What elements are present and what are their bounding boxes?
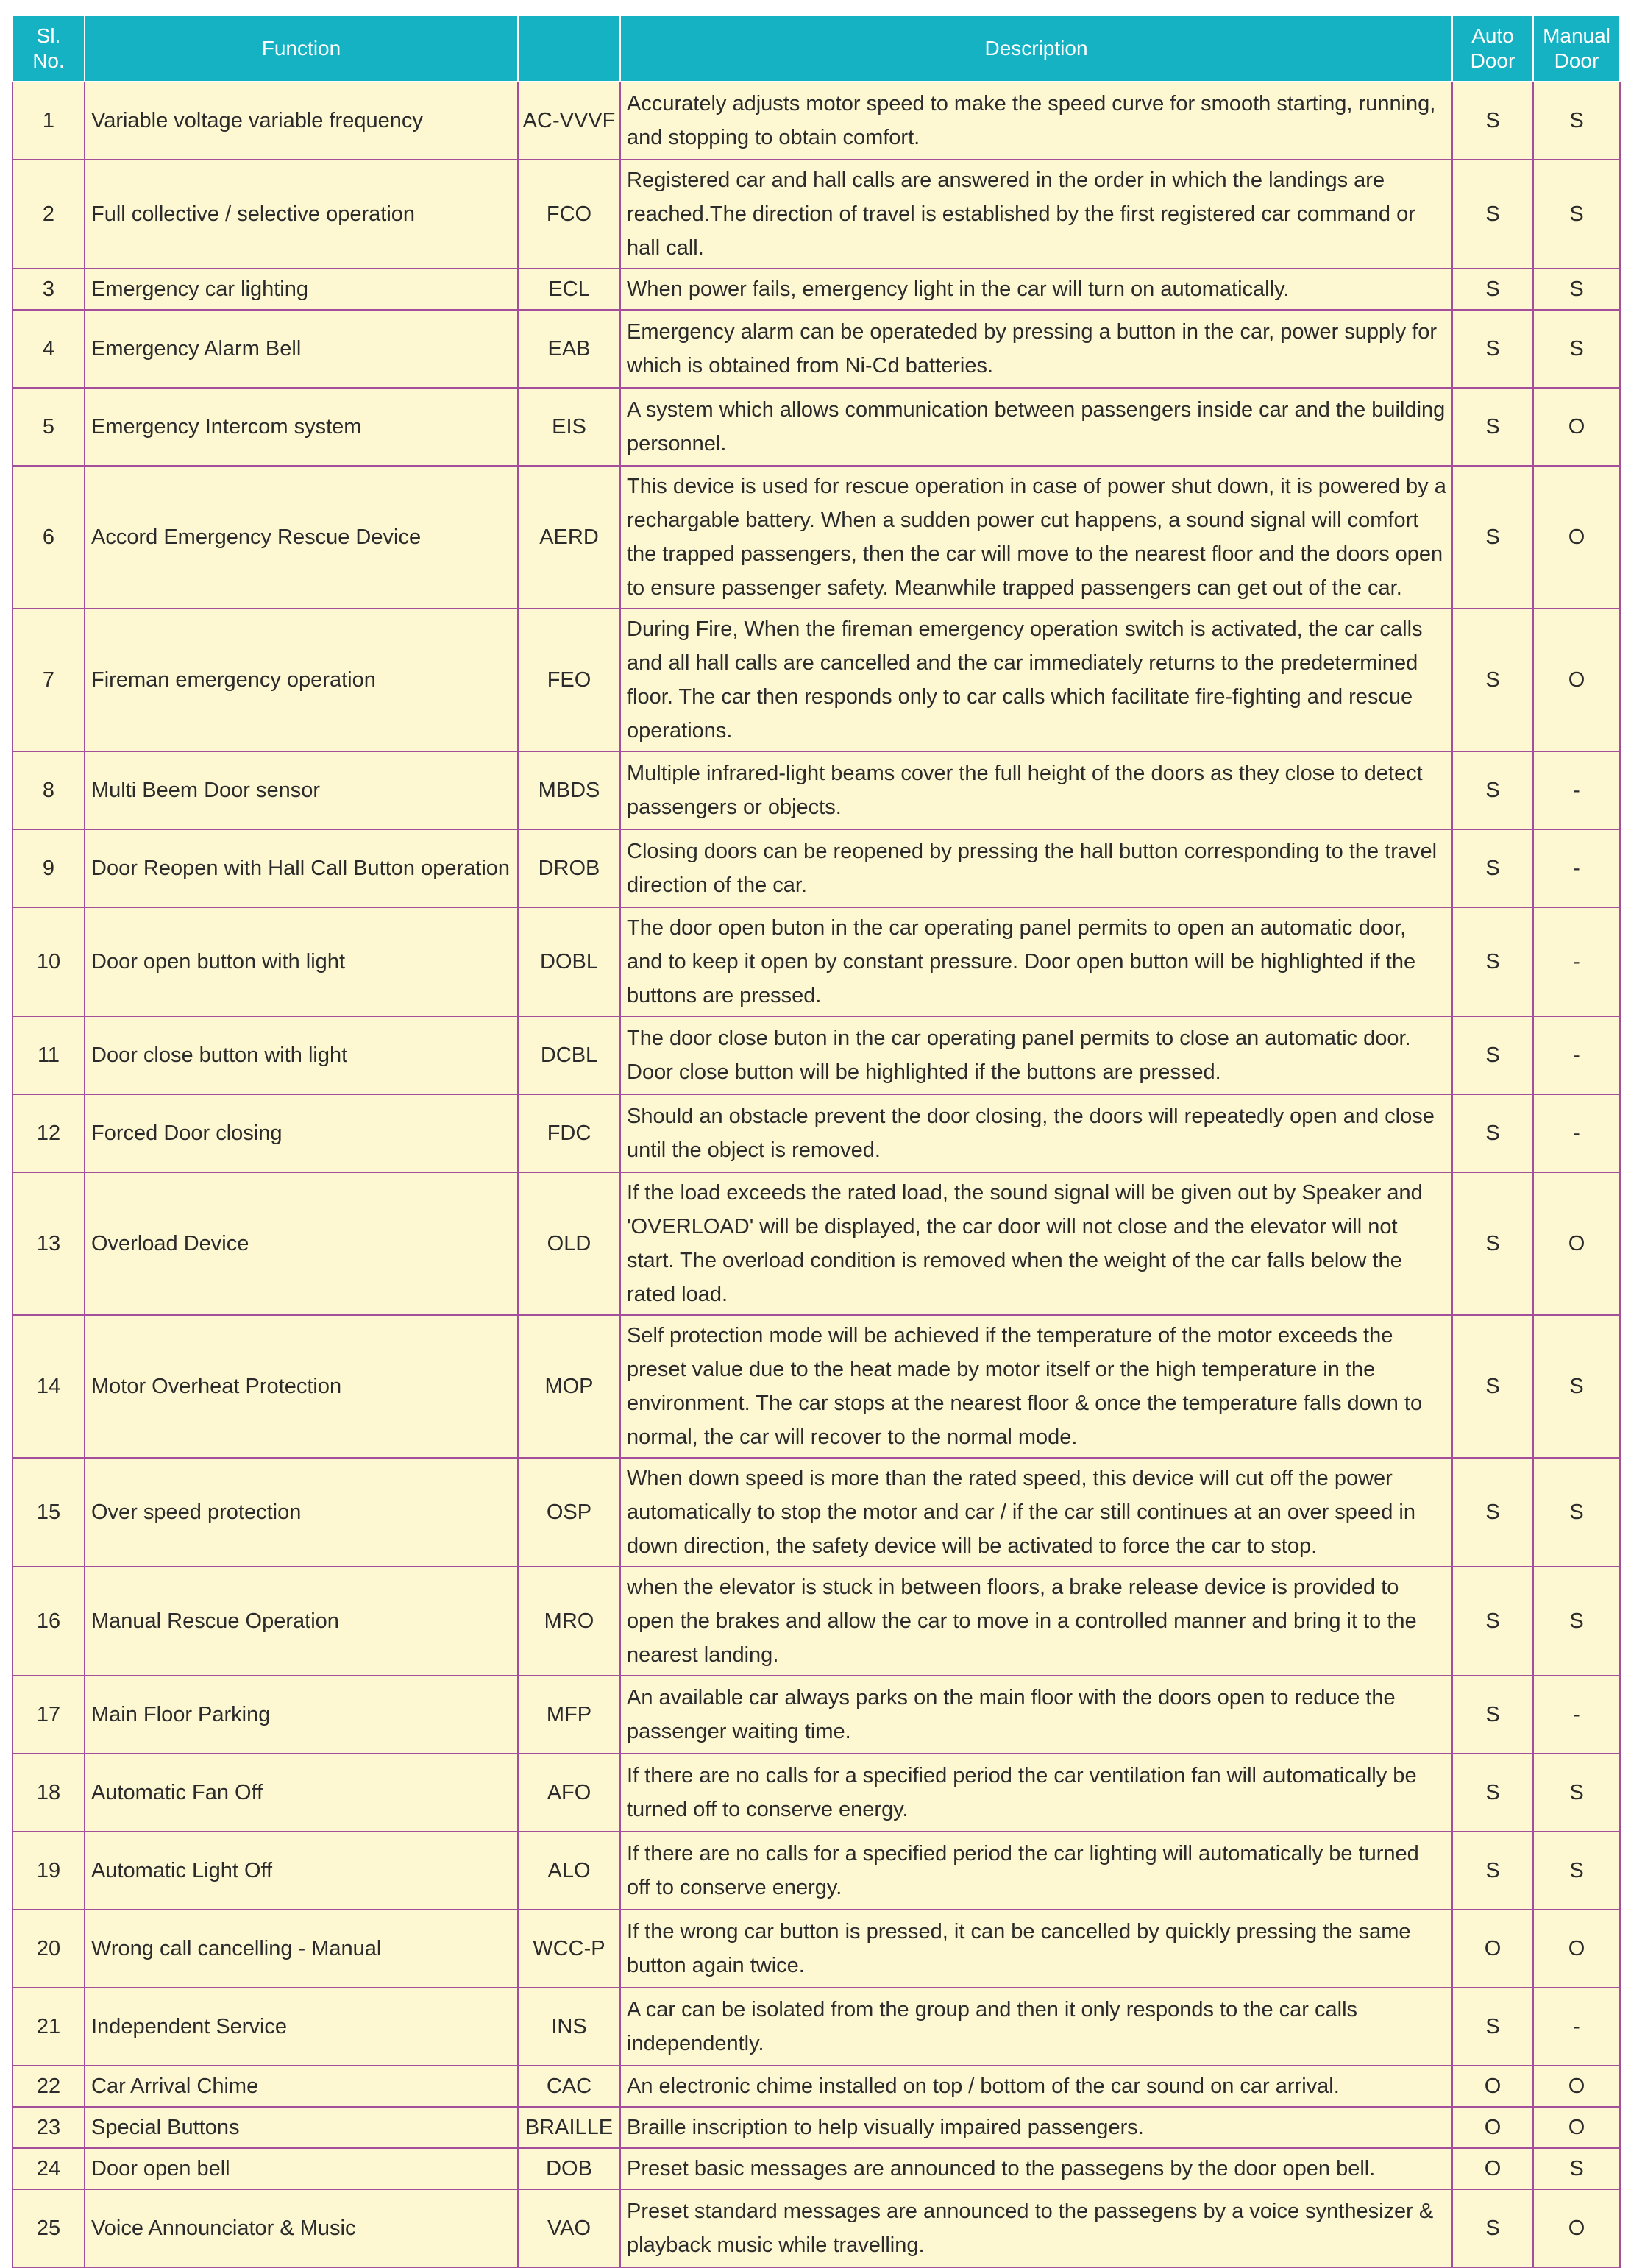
cell-description: A system which allows communication between passengers inside car and the building personnel. [620,388,1452,466]
cell-manual-door: S [1533,1458,1620,1567]
header-function: Function [85,15,518,82]
cell-auto-door: S [1452,907,1533,1016]
header-auto-door [1452,15,1533,82]
cell-function: Door Reopen with Hall Call Button operation [85,829,518,907]
cell-code: EIS [518,388,620,466]
table-row [13,310,1620,388]
cell-auto-door: S [1452,1016,1533,1094]
cell-description: The door close buton in the car operating panel permits to close an automatic door. Door close button will be highlighted if the buttons are pressed. [620,1016,1452,1094]
cell-sl-no: 15 [13,1458,85,1567]
cell-auto-door: S [1452,388,1533,466]
cell-sl-no: 23 [13,2107,85,2148]
cell-manual-door: S [1533,310,1620,388]
cell-code: FEO [518,609,620,751]
header-code [518,15,620,82]
cell-description: During Fire, When the fireman emergency operation switch is activated, the car calls and all hall calls are cancelled and the car immediately returns to the predetermined floor. The car then responds only to car calls which facilitate fire-fighting and rescue operations. [620,609,1452,751]
cell-sl-no: 14 [13,1315,85,1458]
cell-sl-no: 19 [13,1832,85,1910]
cell-code: WCC-P [518,1910,620,1988]
cell-auto-door: S [1452,82,1533,160]
cell-description: If the load exceeds the rated load, the sound signal will be given out by Speaker and 'OVERLOAD' will be displayed, the car door will not close and the elevator will not start. The overload condition is removed when the weight of the car falls below the rated load. [620,1172,1452,1315]
cell-description: when the elevator is stuck in between floors, a brake release device is provided to open the brakes and allow the car to move in a controlled manner and bring it to the nearest landing. [620,1567,1452,1676]
cell-manual-door: O [1533,2189,1620,2267]
cell-description: Emergency alarm can be operateded by pressing a button in the car, power supply for which is obtained from Ni-Cd batteries. [620,310,1452,388]
table-row [13,1315,1620,1458]
cell-code: AFO [518,1754,620,1832]
cell-manual-door: S [1533,2148,1620,2189]
cell-function: Wrong call cancelling - Manual [85,1910,518,1988]
cell-function: Voice Announciator & Music [85,2189,518,2267]
cell-sl-no: 8 [13,751,85,829]
cell-code: DROB [518,829,620,907]
cell-sl-no: 5 [13,388,85,466]
cell-manual-door: S [1533,269,1620,310]
cell-function: Emergency Alarm Bell [85,310,518,388]
cell-manual-door: S [1533,82,1620,160]
cell-sl-no: 13 [13,1172,85,1315]
cell-function: Manual Rescue Operation [85,1567,518,1676]
table-body [13,82,1620,2267]
cell-manual-door: S [1533,1832,1620,1910]
table-row [13,751,1620,829]
cell-function: Automatic Fan Off [85,1754,518,1832]
cell-code: AERD [518,466,620,609]
cell-manual-door: O [1533,1910,1620,1988]
cell-function: Variable voltage variable frequency [85,82,518,160]
cell-description: Self protection mode will be achieved if the temperature of the motor exceeds the preset value due to the heat made by motor itself or the high temperature in the environment. The car stops at the nearest floor & once the temperature falls down to normal, the car will recover to the normal mode. [620,1315,1452,1458]
cell-auto-door: S [1452,2189,1533,2267]
table-row [13,82,1620,160]
cell-description: Closing doors can be reopened by pressing the hall button corresponding to the travel direction of the car. [620,829,1452,907]
table-row [13,907,1620,1016]
cell-description: When power fails, emergency light in the car will turn on automatically. [620,269,1452,310]
cell-description: Should an obstacle prevent the door closing, the doors will repeatedly open and close until the object is removed. [620,1094,1452,1172]
cell-manual-door: S [1533,1754,1620,1832]
cell-code: DCBL [518,1016,620,1094]
cell-code: CAC [518,2066,620,2107]
cell-sl-no: 7 [13,609,85,751]
cell-auto-door: S [1452,1988,1533,2066]
cell-code: AC-VVVF [518,82,620,160]
cell-auto-door: S [1452,1567,1533,1676]
table-row [13,1988,1620,2066]
cell-auto-door: S [1452,609,1533,751]
cell-auto-door: S [1452,829,1533,907]
cell-description: Registered car and hall calls are answered in the order in which the landings are reached.The direction of travel is established by the first registered car command or hall call. [620,160,1452,269]
cell-description: Preset standard messages are announced to the passegens by a voice synthesizer & playback music while travelling. [620,2189,1452,2267]
header-manual-door-line2: Door [1554,49,1599,72]
header-sl-no: Sl. No. [13,15,85,82]
cell-description: An available car always parks on the main floor with the doors open to reduce the passenger waiting time. [620,1676,1452,1754]
cell-function: Main Floor Parking [85,1676,518,1754]
cell-code: DOBL [518,907,620,1016]
cell-code: MFP [518,1676,620,1754]
cell-description: This device is used for rescue operation in case of power shut down, it is powered by a rechargable battery. When a sudden power cut happens, a sound signal will comfort the trapped passengers, then the car will move to the nearest floor and the doors open to ensure passenger safety. Meanwhile trapped passengers can get out of the car. [620,466,1452,609]
cell-function: Full collective / selective operation [85,160,518,269]
cell-description: When down speed is more than the rated speed, this device will cut off the power automatically to stop the motor and car / if the car still continues at an over speed in down direction, the safety device will be activated to force the car to stop. [620,1458,1452,1567]
cell-manual-door: O [1533,466,1620,609]
cell-function: Door close button with light [85,1016,518,1094]
table-row [13,269,1620,310]
cell-manual-door: O [1533,1172,1620,1315]
header-manual-door-line1: Manual [1543,24,1610,47]
cell-function: Accord Emergency Rescue Device [85,466,518,609]
cell-manual-door: - [1533,1094,1620,1172]
cell-auto-door: S [1452,1754,1533,1832]
cell-code: MRO [518,1567,620,1676]
cell-description: Braille inscription to help visually impaired passengers. [620,2107,1452,2148]
table-row [13,829,1620,907]
cell-sl-no: 2 [13,160,85,269]
cell-code: OSP [518,1458,620,1567]
cell-manual-door: S [1533,1567,1620,1676]
cell-description: If there are no calls for a specified period the car lighting will automatically be turned off to conserve energy. [620,1832,1452,1910]
cell-code: DOB [518,2148,620,2189]
cell-description: An electronic chime installed on top / bottom of the car sound on car arrival. [620,2066,1452,2107]
table-row [13,2148,1620,2189]
cell-auto-door: S [1452,1676,1533,1754]
cell-manual-door: - [1533,751,1620,829]
cell-description: Accurately adjusts motor speed to make the speed curve for smooth starting, running, and stopping to obtain comfort. [620,82,1452,160]
cell-function: Car Arrival Chime [85,2066,518,2107]
cell-sl-no: 20 [13,1910,85,1988]
cell-function: Door open bell [85,2148,518,2189]
cell-auto-door: O [1452,2107,1533,2148]
cell-sl-no: 21 [13,1988,85,2066]
cell-function: Overload Device [85,1172,518,1315]
cell-sl-no: 4 [13,310,85,388]
cell-sl-no: 1 [13,82,85,160]
header-row [13,15,1620,82]
cell-description: Preset basic messages are announced to the passegens by the door open bell. [620,2148,1452,2189]
table-row [13,1458,1620,1567]
cell-function: Motor Overheat Protection [85,1315,518,1458]
cell-code: BRAILLE [518,2107,620,2148]
cell-function: Door open button with light [85,907,518,1016]
cell-manual-door: - [1533,1988,1620,2066]
table-row [13,1567,1620,1676]
header-manual-door [1533,15,1620,82]
cell-sl-no: 25 [13,2189,85,2267]
cell-code: FDC [518,1094,620,1172]
cell-manual-door: - [1533,907,1620,1016]
table-row [13,1172,1620,1315]
cell-sl-no: 18 [13,1754,85,1832]
cell-auto-door: S [1452,1094,1533,1172]
table-row [13,466,1620,609]
table-row [13,388,1620,466]
table-row [13,1754,1620,1832]
table-row [13,1016,1620,1094]
cell-auto-door: S [1452,466,1533,609]
cell-manual-door: - [1533,1676,1620,1754]
cell-sl-no: 3 [13,269,85,310]
table-row [13,160,1620,269]
cell-description: A car can be isolated from the group and then it only responds to the car calls independently. [620,1988,1452,2066]
features-table [12,15,1621,2268]
cell-auto-door: S [1452,1315,1533,1458]
cell-function: Emergency car lighting [85,269,518,310]
cell-code: MBDS [518,751,620,829]
cell-manual-door: O [1533,2066,1620,2107]
table-row [13,2107,1620,2148]
cell-code: ECL [518,269,620,310]
table-row [13,609,1620,751]
cell-sl-no: 24 [13,2148,85,2189]
cell-sl-no: 6 [13,466,85,609]
table-row [13,1832,1620,1910]
cell-code: VAO [518,2189,620,2267]
table-row [13,2189,1620,2267]
header-auto-door-line1: Auto [1471,24,1514,47]
cell-manual-door: S [1533,1315,1620,1458]
header-auto-door-line2: Door [1470,49,1515,72]
table-row [13,1094,1620,1172]
cell-description: The door open buton in the car operating panel permits to open an automatic door, and to keep it open by constant pressure. Door open button will be highlighted if the buttons are pressed. [620,907,1452,1016]
cell-auto-door: S [1452,751,1533,829]
cell-sl-no: 9 [13,829,85,907]
cell-sl-no: 17 [13,1676,85,1754]
cell-sl-no: 11 [13,1016,85,1094]
cell-auto-door: O [1452,1910,1533,1988]
cell-sl-no: 10 [13,907,85,1016]
cell-manual-door: - [1533,1016,1620,1094]
cell-function: Independent Service [85,1988,518,2066]
cell-description: Multiple infrared-light beams cover the full height of the doors as they close to detect passengers or objects. [620,751,1452,829]
cell-function: Multi Beem Door sensor [85,751,518,829]
cell-code: INS [518,1988,620,2066]
cell-sl-no: 12 [13,1094,85,1172]
cell-function: Special Buttons [85,2107,518,2148]
cell-code: OLD [518,1172,620,1315]
cell-function: Forced Door closing [85,1094,518,1172]
cell-code: FCO [518,160,620,269]
cell-manual-door: - [1533,829,1620,907]
cell-auto-door: S [1452,1172,1533,1315]
header-description: Description [620,15,1452,82]
cell-description: If the wrong car button is pressed, it can be cancelled by quickly pressing the same button again twice. [620,1910,1452,1988]
cell-manual-door: O [1533,2107,1620,2148]
table-header [13,15,1620,82]
cell-sl-no: 16 [13,1567,85,1676]
cell-auto-door: S [1452,160,1533,269]
features-table-container [12,15,1619,2268]
cell-code: MOP [518,1315,620,1458]
table-row [13,2066,1620,2107]
cell-manual-door: O [1533,388,1620,466]
cell-code: EAB [518,310,620,388]
cell-function: Fireman emergency operation [85,609,518,751]
table-row [13,1910,1620,1988]
cell-auto-door: S [1452,269,1533,310]
cell-manual-door: O [1533,609,1620,751]
cell-sl-no: 22 [13,2066,85,2107]
cell-auto-door: O [1452,2148,1533,2189]
cell-manual-door: S [1533,160,1620,269]
cell-function: Over speed protection [85,1458,518,1567]
cell-code: ALO [518,1832,620,1910]
cell-function: Emergency Intercom system [85,388,518,466]
cell-description: If there are no calls for a specified period the car ventilation fan will automatically be turned off to conserve energy. [620,1754,1452,1832]
cell-auto-door: S [1452,1832,1533,1910]
cell-auto-door: S [1452,310,1533,388]
cell-auto-door: S [1452,1458,1533,1567]
cell-function: Automatic Light Off [85,1832,518,1910]
table-row [13,1676,1620,1754]
cell-auto-door: O [1452,2066,1533,2107]
